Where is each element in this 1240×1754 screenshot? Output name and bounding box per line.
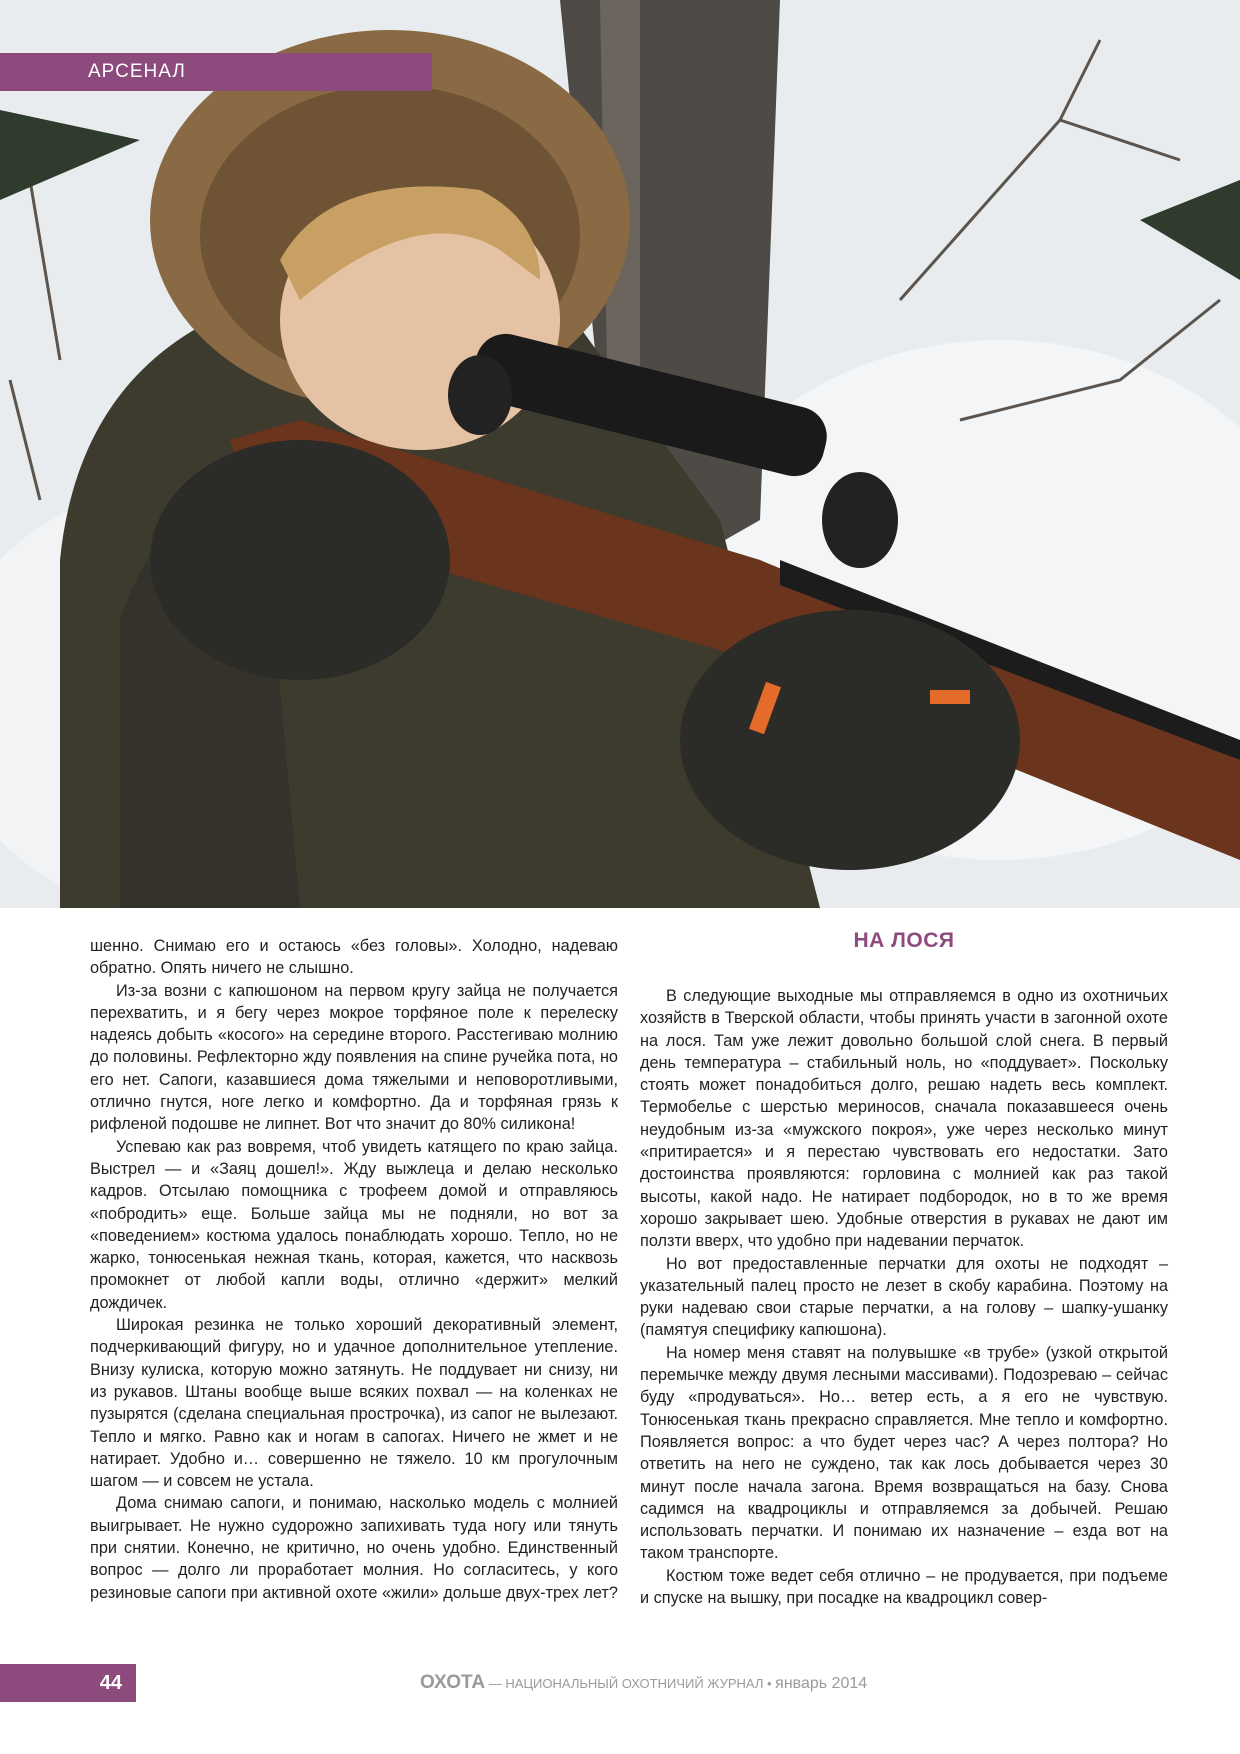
magazine-subtitle: — НАЦИОНАЛЬНЫЙ ОХОТНИЧИЙ ЖУРНАЛ • bbox=[485, 1676, 776, 1691]
paragraph: На номер меня ставят на полувышке «в трубе» (узкой открытой перемычке между двумя лесными массивами). Подозреваю – сейчас буду «продуваться». Но… ветер есть, а я его не чувствую. Тонюсенькая ткань прекрасно справляется. Мне тепло и комфортно. Появляется вопрос: а что будет через час? А через полтора? Но ответить на него не суждено, так как лось добывается через 30 минут после начала загона. Время возвращаться на базу. Снова садимся на квадроциклы и отправляемся за добычей. Решаю использовать перчатки. И понимаю их назначение – езда вот на таком транспорте. bbox=[640, 1343, 1168, 1563]
paragraph: Успеваю как раз вовремя, чтоб увидеть катящего по краю зайца. Выстрел — и «Заяц дошел!». Жду выжлеца и делаю несколько кадров. Отсылаю помощника с трофеем домой и отправляюсь «побродить» еще. Больше зайца мы не подняли, но вот за «поведением» костюма удалось понаблюдать хорошо. Тепло, но не жарко, тонюсенькая нежная ткань, которая, кажется, что насквозь промокнет от любой капли воды, отлично «держит» мелкий дождичек. bbox=[90, 1137, 618, 1312]
running-footer bbox=[420, 1672, 867, 1694]
magazine-title: ОХОТА bbox=[420, 1672, 486, 1693]
paragraph: Костюм тоже ведет себя отлично – не продувается, при подъеме и спуске на вышку, при посадке на квадроцикл совер- bbox=[640, 1566, 1168, 1608]
page-number-bar bbox=[0, 1664, 136, 1702]
paragraph: Широкая резинка не только хороший декоративный элемент, подчеркивающий фигуру, но и удачное дополнительное утепление. Внизу кулиска, которую можно затянуть. Не поддувает ни снизу, ни из рукавов. Штаны вообще выше всяких похвал — на коленках не пузырятся (сделана специальная прострочка), из сапог не вылезают. Тепло и мягко. Равно как и ногам в сапогах. Ничего не жмет и не натирает. Удобно и… совершенно не тяжело. 10 км прогулочным шагом — и совсем не устала. bbox=[90, 1316, 618, 1491]
paragraph: шенно. Снимаю его и остаюсь «без головы». Холодно, надеваю обратно. Опять ничего не слышно. bbox=[90, 937, 618, 978]
article-column-left bbox=[90, 935, 618, 1604]
page-number: 44 bbox=[99, 1672, 122, 1694]
subsection-heading: НА ЛОСЯ bbox=[853, 929, 955, 952]
paragraph: Из-за возни с капюшоном на первом кругу зайца не получается перехватить, и я бегу через мокрое торфяное поле к перелеску надеясь добыть «косого» на середине второго. Расстегиваю молнию до половины. Рефлекторно жду появления на спине ручейка пота, но его нет. Сапоги, казавшиеся дома тяжелыми и неповоротливыми, отлично гнутся, ноге легко и комфортно. Да и торфяная грязь к рифленой подошве не липнет. Вот что значит до 80% силикона! bbox=[90, 981, 618, 1134]
issue-date: январь 2014 bbox=[775, 1675, 868, 1692]
article-column-right bbox=[640, 925, 1168, 1609]
section-label bbox=[0, 53, 432, 91]
section-label-text: АРСЕНАЛ bbox=[88, 61, 186, 82]
paragraph: В следующие выходные мы отправляемся в одно из охотничьих хозяйств в Тверской области, чтобы принять участи в загонной охоте на лося. Там уже лежит довольно большой слой снега. В первый день температура – стабильный ноль, но «поддувает». Поскольку стоять может понадобиться долго, решаю надеть весь комплект. Термобелье с шерстью мериносов, сначала показавшееся очень неудобным из-за «мужского покроя», уже через несколько минут «притирается» и я перестаю чувствовать его недостатки. Зато достоинства проявляются: горловина с молнией как раз такой высоты, какой надо. Не натирает подбородок, но в то же время хорошо закрывает шею. Удобные отверстия в рукавах не дают им ползти вверх, что удобно при надевании перчаток. bbox=[640, 987, 1168, 1251]
paragraph: Дома снимаю сапоги, и понимаю, насколько модель с молнией выигрывает. Не нужно судорожно запихивать туда ногу или тянуть при снятии. Конечно, не критично, но очень удобно. Единственный вопрос — долго ли проработает молния. Но согласитесь, у кого резиновые сапоги при активной охоте «жили» дольше двух-трех лет? bbox=[90, 1494, 618, 1602]
paragraph: Но вот предоставленные перчатки для охоты не подходят – указательный палец просто не лезет в скобу карабина. Поэтому на руки надеваю свои старые перчатки, а на голову – шапку-ушанку (памятуя специфику капюшона). bbox=[640, 1254, 1168, 1340]
